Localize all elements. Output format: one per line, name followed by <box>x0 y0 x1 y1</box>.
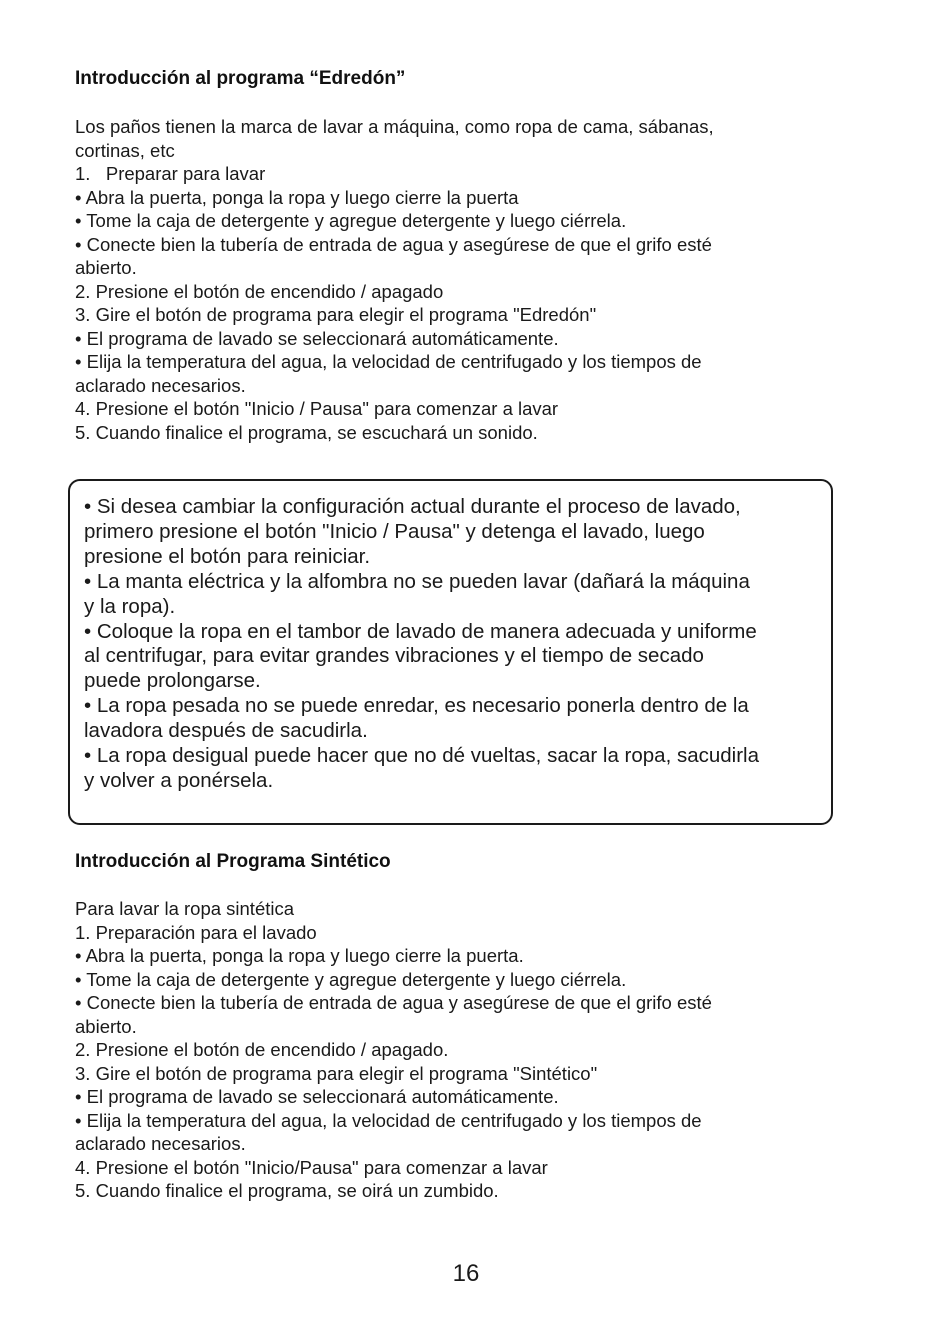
text-line: 5. Cuando finalice el programa, se escuchará un sonido. <box>75 421 538 443</box>
notice-line: • La ropa desigual puede hacer que no dé vueltas, sacar la ropa, sacudirla <box>84 744 760 768</box>
notice-line: • La manta eléctrica y la alfombra no se pueden lavar (dañará la máquina <box>84 569 750 593</box>
text-line: 1. Preparar para lavar <box>75 163 266 184</box>
text-line: • Tome la caja de detergente y agregue detergente y luego ciérrela. <box>75 210 627 231</box>
page-number: 16 <box>452 1260 480 1287</box>
text-line: aclarado necesarios. <box>75 1133 246 1154</box>
notice-line: • Coloque la ropa en el tambor de lavado de manera adecuada y uniforme <box>84 619 757 643</box>
notice-line: presione el botón para reiniciar. <box>84 544 371 568</box>
notice-line: al centrifugar, para evitar grandes vibraciones y el tiempo de secado <box>84 644 704 668</box>
notice-line: primero presione el botón "Inicio / Pausa" y detenga el lavado, luego <box>84 519 705 543</box>
section-title-edredon: Introducción al programa “Edredón” <box>75 68 406 89</box>
text-line: 2. Presione el botón de encendido / apagado <box>75 280 444 302</box>
text-line: 2. Presione el botón de encendido / apagado. <box>75 1039 449 1060</box>
notice-line: • Si desea cambiar la configuración actual durante el proceso de lavado, <box>84 495 741 518</box>
text-line: abierto. <box>75 257 137 278</box>
text-line: • Conecte bien la tubería de entrada de agua y asegúrese de que el grifo esté <box>75 233 712 255</box>
text-line: Los paños tienen la marca de lavar a máquina, como ropa de cama, sábanas, <box>75 116 714 137</box>
text-line: • Tome la caja de detergente y agregue detergente y luego ciérrela. <box>75 968 627 990</box>
text-line: 3. Gire el botón de programa para elegir el programa "Edredón" <box>75 304 597 325</box>
text-line: 3. Gire el botón de programa para elegir el programa "Sintético" <box>75 1062 598 1084</box>
text-line: 1. Preparación para el lavado <box>75 921 317 943</box>
section-title-sintetico: Introducción al Programa Sintético <box>75 851 391 872</box>
text-line: 4. Presione el botón "Inicio/Pausa" para comenzar a lavar <box>75 1156 548 1178</box>
text-line: aclarado necesarios. <box>75 374 246 396</box>
text-line: • El programa de lavado se seleccionará automáticamente. <box>75 327 559 349</box>
text-line: cortinas, etc <box>75 139 175 161</box>
notice-line: y volver a ponérsela. <box>84 768 274 792</box>
text-line: Para lavar la ropa sintética <box>75 898 295 919</box>
text-line: • Elija la temperatura del agua, la velocidad de centrifugado y los tiempos de <box>75 1109 702 1131</box>
notice-line: puede prolongarse. <box>84 669 261 693</box>
text-line: • Abra la puerta, ponga la ropa y luego cierre la puerta. <box>75 945 524 966</box>
section-body-sintetico <box>75 897 855 1203</box>
text-line: 4. Presione el botón "Inicio / Pausa" para comenzar a lavar <box>75 398 559 419</box>
text-line: • Elija la temperatura del agua, la velocidad de centrifugado y los tiempos de <box>75 351 702 372</box>
notice-line: lavadora después de sacudirla. <box>84 719 368 743</box>
notice-body <box>84 495 831 794</box>
text-line: abierto. <box>75 1015 137 1037</box>
text-line: • Conecte bien la tubería de entrada de agua y asegúrese de que el grifo esté <box>75 992 712 1013</box>
text-line: • Abra la puerta, ponga la ropa y luego cierre la puerta <box>75 186 519 208</box>
notice-box <box>68 479 833 825</box>
notice-line: y la ropa). <box>84 594 176 618</box>
section-body-edredon <box>75 115 855 444</box>
text-line: 5. Cuando finalice el programa, se oirá un zumbido. <box>75 1180 499 1201</box>
notice-line: • La ropa pesada no se puede enredar, es necesario ponerla dentro de la <box>84 694 749 718</box>
text-line: • El programa de lavado se seleccionará automáticamente. <box>75 1086 559 1107</box>
